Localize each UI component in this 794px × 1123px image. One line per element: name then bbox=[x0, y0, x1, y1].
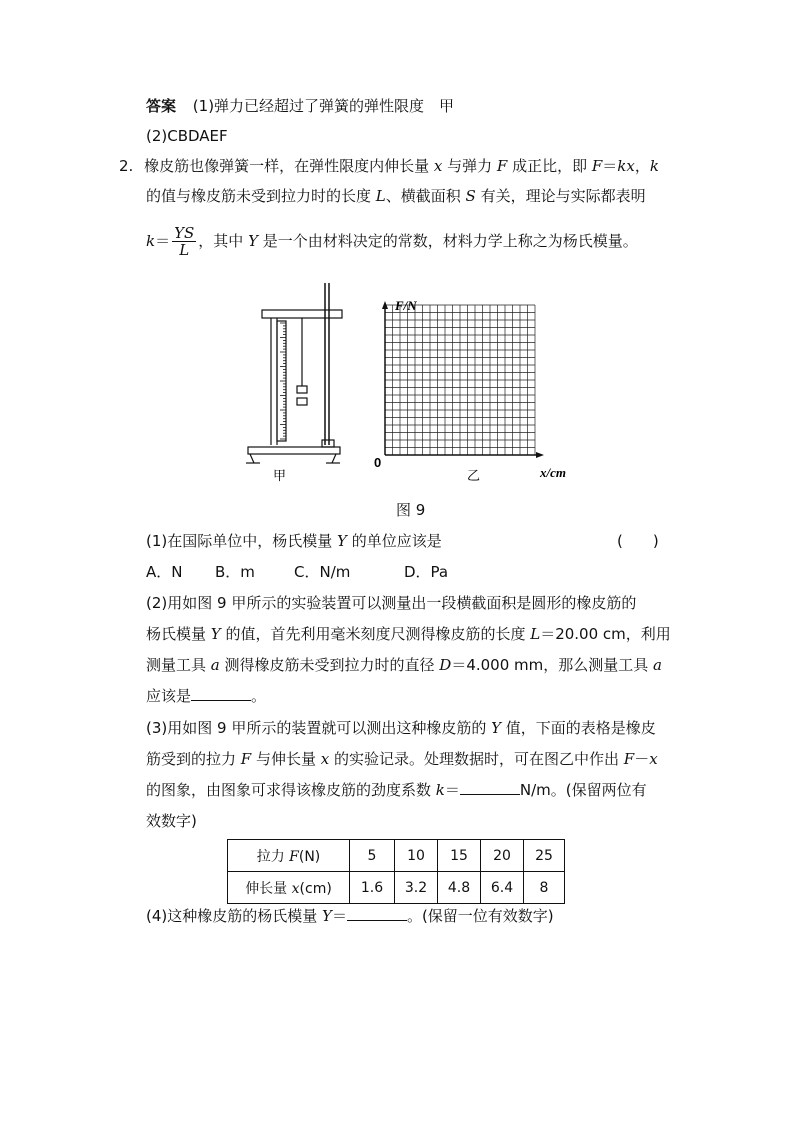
var-Y: Y bbox=[210, 625, 221, 643]
var-S: S bbox=[465, 187, 476, 205]
table-cell: 20 bbox=[481, 840, 524, 872]
table-cell: 5 bbox=[350, 840, 395, 872]
figure-9 bbox=[240, 275, 590, 490]
base-plate bbox=[248, 447, 340, 454]
question-text: ，其中 bbox=[198, 232, 249, 250]
sub3-text: 的实验记录。处理数据时，可在图乙中作出 bbox=[329, 750, 624, 768]
var-Y: Y bbox=[491, 719, 502, 737]
table-cell: 6.4 bbox=[481, 872, 524, 904]
option-b: B．m bbox=[215, 563, 255, 581]
table-cell: 8 bbox=[524, 872, 565, 904]
formula-fraction bbox=[172, 225, 196, 258]
answer-blank-k[interactable] bbox=[460, 780, 520, 795]
sub4-text: (4)这种橡皮筋的杨氏模量 bbox=[146, 907, 323, 925]
sub3-text: 筋受到的拉力 bbox=[146, 750, 241, 768]
sub3-line-3 bbox=[146, 780, 647, 800]
table-label-text: 拉力 bbox=[256, 848, 290, 865]
question-text: 成正比，即 bbox=[507, 157, 592, 175]
table-cell: 3.2 bbox=[395, 872, 438, 904]
var-F: F bbox=[289, 848, 299, 865]
option-d: D．Pa bbox=[404, 563, 449, 581]
answer-blank-y[interactable] bbox=[347, 906, 407, 921]
sub3-line-1 bbox=[146, 718, 656, 738]
var-L: L bbox=[375, 187, 386, 205]
var-F: F bbox=[240, 750, 252, 768]
table-label-text: (cm) bbox=[299, 880, 332, 897]
var-Y: Y bbox=[337, 532, 347, 550]
sub2-line-1: (2)用如图 9 甲所示的实验装置可以测量出一段横截面积是圆形的橡皮筋的 bbox=[146, 594, 637, 612]
var-a: a bbox=[653, 656, 662, 674]
table-row bbox=[228, 840, 565, 872]
var-F: F bbox=[623, 750, 635, 768]
sub2-text: 测得橡皮筋未受到拉力时的直径 bbox=[219, 656, 440, 674]
sub1-text: (1)在国际单位中，杨氏模量 bbox=[146, 532, 338, 550]
question-text: 的值与橡皮筋未受到拉力时的长度 bbox=[146, 187, 376, 205]
sub3-text: N/m。(保留两位有 bbox=[519, 781, 647, 799]
question-text: 有关，理论与实际都表明 bbox=[475, 187, 646, 205]
figure-jia-label: 甲 bbox=[273, 469, 287, 484]
table-label-text: (N) bbox=[298, 848, 321, 865]
fraction-denominator: L bbox=[179, 241, 190, 259]
x-axis-arrow bbox=[536, 452, 544, 458]
var-D: D bbox=[439, 656, 452, 674]
question-text: 是一个由材料决定的常数，材料力学上称之为杨氏模量。 bbox=[257, 232, 638, 250]
sub3-line-4: 效数字) bbox=[146, 812, 197, 830]
question-line-3 bbox=[146, 222, 638, 260]
option-c: C．N/m bbox=[294, 563, 351, 581]
sub2-line-2 bbox=[146, 624, 671, 644]
table-row bbox=[228, 872, 565, 904]
sub2-text: ＝20.00 cm，利用 bbox=[540, 625, 671, 643]
answer-line bbox=[146, 96, 454, 116]
grid-yi bbox=[385, 305, 535, 455]
sub1-line bbox=[146, 531, 442, 551]
sub2-text: 的值，首先利用毫米刻度尺测得橡皮筋的长度 bbox=[220, 625, 531, 643]
sub4-line bbox=[146, 906, 554, 926]
table-cell: 4.8 bbox=[438, 872, 481, 904]
question-text: 、横截面积 bbox=[385, 187, 466, 205]
var-F: F bbox=[591, 157, 603, 175]
figure-caption: 图 9 bbox=[396, 501, 426, 519]
var-x: x bbox=[291, 880, 300, 897]
var-k: k bbox=[649, 157, 659, 175]
figure-yi-label: 乙 bbox=[467, 469, 481, 484]
question-line-2 bbox=[146, 186, 646, 206]
table-header-extension bbox=[228, 872, 350, 904]
sub4-text: ＝ bbox=[331, 907, 347, 925]
fraction-numerator: YS bbox=[174, 224, 195, 242]
sub2-text: 。 bbox=[251, 687, 267, 705]
top-crossbar bbox=[262, 310, 342, 318]
weight bbox=[297, 398, 307, 405]
var-a: a bbox=[210, 656, 220, 674]
question-text: 与弹力 bbox=[442, 157, 497, 175]
base-feet bbox=[250, 454, 336, 463]
rod-clamp bbox=[322, 440, 334, 447]
question-text: ， bbox=[634, 157, 650, 175]
sub3-text: 值，下面的表格是橡皮 bbox=[501, 719, 656, 737]
question-text: ＝ bbox=[155, 232, 171, 250]
sub1-text: 的单位应该是 bbox=[346, 532, 442, 550]
var-kx: kx bbox=[617, 157, 635, 175]
question-number: 2. bbox=[119, 157, 134, 175]
answer-part1: (1)弹力已经超过了弹簧的弹性限度 甲 bbox=[192, 97, 455, 115]
origin-label: 0 bbox=[374, 455, 382, 470]
x-axis-label: x/cm bbox=[540, 465, 566, 480]
sub3-text: ＝ bbox=[444, 781, 460, 799]
question-text: ＝ bbox=[602, 157, 618, 175]
table-label-text: 伸长量 bbox=[245, 880, 292, 897]
var-Y: Y bbox=[248, 232, 258, 250]
var-F: F bbox=[496, 157, 508, 175]
var-x: x bbox=[320, 750, 330, 768]
sub2-text: 杨氏模量 bbox=[146, 625, 211, 643]
y-axis-label: F/N bbox=[395, 298, 417, 313]
answer-label: 答案 bbox=[146, 97, 177, 115]
sub3-text: 与伸长量 bbox=[251, 750, 321, 768]
sub3-text: 的图象，由图象可求得该橡皮筋的劲度系数 bbox=[146, 781, 436, 799]
table-cell: 25 bbox=[524, 840, 565, 872]
ruler-ticks bbox=[280, 323, 286, 439]
sub3-text: (3)用如图 9 甲所示的装置就可以测出这种橡皮筋的 bbox=[146, 719, 492, 737]
var-L: L bbox=[530, 625, 541, 643]
answer-blank-tool[interactable] bbox=[191, 686, 251, 701]
sub2-line-3 bbox=[146, 655, 662, 675]
option-a: A．N bbox=[146, 563, 183, 581]
table-cell: 15 bbox=[438, 840, 481, 872]
table-cell: 1.6 bbox=[350, 872, 395, 904]
answer-part2: (2)CBDAEF bbox=[146, 127, 228, 145]
weight bbox=[297, 386, 307, 393]
var-x: x bbox=[649, 750, 658, 768]
apparatus-jia bbox=[246, 283, 342, 463]
var-x: x bbox=[433, 157, 443, 175]
question-line-1 bbox=[119, 156, 659, 176]
var-k: k bbox=[435, 781, 445, 799]
var-k: k bbox=[146, 232, 156, 250]
sub3-text: － bbox=[634, 750, 650, 768]
table-cell: 10 bbox=[395, 840, 438, 872]
data-table bbox=[227, 839, 565, 904]
sub3-line-2 bbox=[146, 749, 658, 769]
answer-bracket: ( ) bbox=[617, 532, 659, 550]
sub2-text: ＝4.000 mm，那么测量工具 bbox=[451, 656, 654, 674]
sub2-text: 应该是 bbox=[146, 687, 192, 705]
sub2-line-4 bbox=[146, 686, 266, 706]
var-Y: Y bbox=[322, 907, 332, 925]
sub4-text: 。(保留一位有效数字) bbox=[406, 907, 554, 925]
sub2-text: 测量工具 bbox=[146, 656, 211, 674]
question-text: 橡皮筋也像弹簧一样，在弹性限度内伸长量 bbox=[144, 157, 434, 175]
table-header-force bbox=[228, 840, 350, 872]
